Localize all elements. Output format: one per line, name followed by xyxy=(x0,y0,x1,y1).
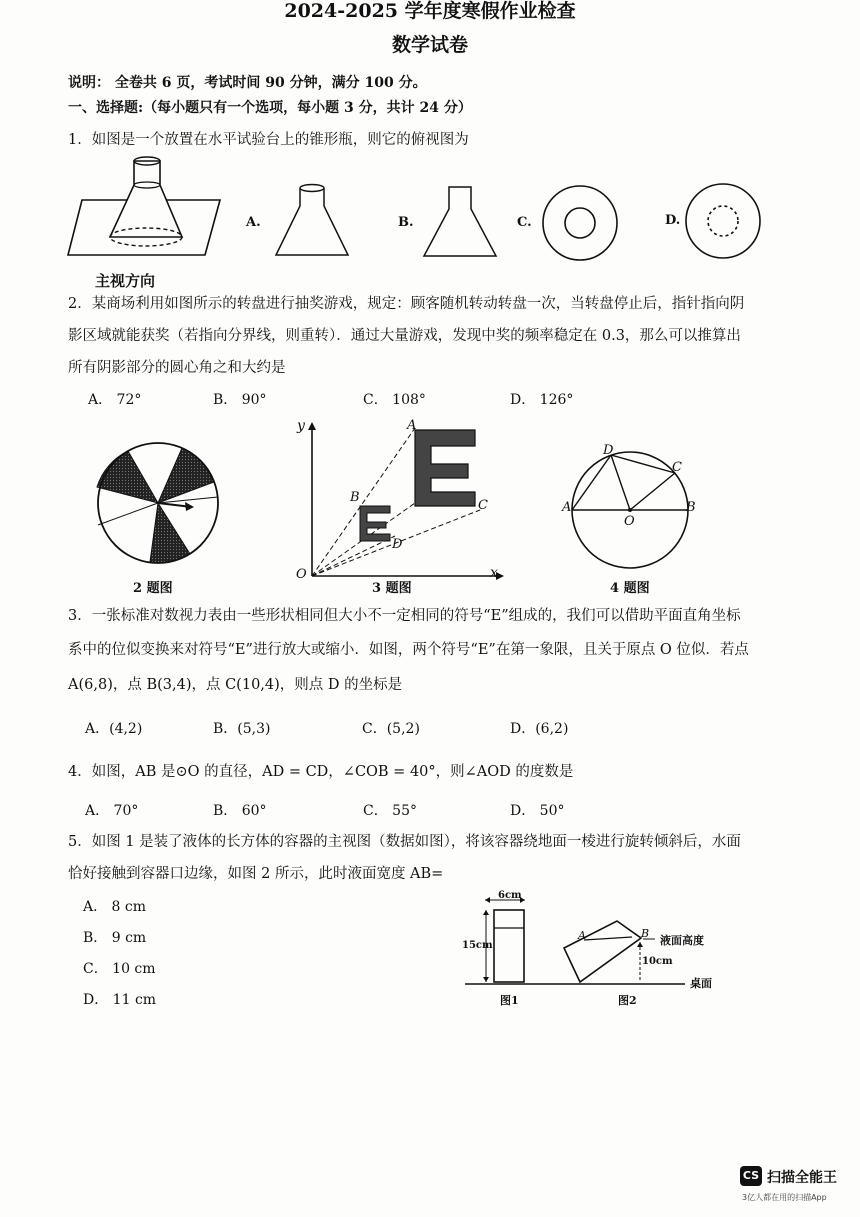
fig5-figure2-caption: 图2 xyxy=(618,994,637,1007)
exam-subtitle: 数学试卷 xyxy=(391,34,468,56)
q1-option-b: B. xyxy=(398,215,414,230)
flask-on-platform-figure xyxy=(60,155,230,270)
figure-3-caption: 3 题图 xyxy=(372,581,412,596)
q2-option-d: D． 126° xyxy=(510,392,574,408)
q2-option-a: A． 72° xyxy=(88,392,142,408)
question-1-text: 1．如图是一个放置在水平试验台上的锥形瓶，则它的俯视图为 xyxy=(68,132,469,148)
q4-option-a: A． 70° xyxy=(85,803,139,819)
fig4-point-a-label: A xyxy=(562,500,572,515)
question-3-line2: 系中的位似变换来对符号“E”进行放大或缩小．如图，两个符号“E”在第一象限，且关于原点 O 位似．若点 xyxy=(68,642,749,658)
fig5-liquid-level-label: 液面高度 xyxy=(660,934,704,947)
fig4-point-d-label: D xyxy=(603,443,614,458)
q4-option-b: B． 60° xyxy=(213,803,267,819)
section-heading: 一、选择题:（每小题只有一个选项，每小题 3 分，共计 24 分） xyxy=(68,100,472,116)
fig3-point-d-label: D xyxy=(392,537,403,552)
option-b-flask-figure xyxy=(420,185,505,260)
fig3-y-axis-label: y xyxy=(297,418,305,434)
q5-option-d: D． 11 cm xyxy=(83,992,157,1008)
q3-option-a: A．(4,2) xyxy=(85,721,143,737)
fig4-point-b-label: B xyxy=(686,500,696,515)
scanner-brand-name: 扫描全能王 xyxy=(767,1170,837,1186)
q1-option-d: D. xyxy=(665,213,681,228)
question-4-text: 4．如图，AB 是⊙O 的直径，AD = CD，∠COB = 40°，则∠AOD 的度数是 xyxy=(68,764,574,780)
homothety-e-figure xyxy=(290,418,510,588)
option-c-concentric-circles xyxy=(540,183,620,263)
fig5-point-b-label: B xyxy=(641,927,650,940)
figure-4-caption: 4 题图 xyxy=(610,581,650,596)
option-d-dashed-circle xyxy=(683,181,763,261)
q3-option-c: C．(5,2) xyxy=(362,721,420,737)
fig3-point-b-label: B xyxy=(350,490,360,505)
fig5-width-label: 6cm xyxy=(498,890,522,901)
fig5-height-label: 15cm xyxy=(462,940,493,951)
q2-option-c: C． 108° xyxy=(363,392,426,408)
q5-option-b: B． 9 cm xyxy=(83,930,147,946)
q1-option-c: C. xyxy=(517,215,532,230)
fig5-figure1-caption: 图1 xyxy=(500,994,519,1007)
fig5-point-a-label: A xyxy=(578,929,586,942)
q5-option-c: C． 10 cm xyxy=(83,961,156,977)
question-2-line2: 影区域就能获奖（若指向分界线，则重转）．通过大量游戏，发现中奖的频率稳定在 0.3，那么可以推算出 xyxy=(68,328,741,344)
question-3-line1: 3．一张标准对数视力表由一些形状相同但大小不一定相同的符号“E”组成的，我们可以借助平面直角坐标 xyxy=(68,608,741,624)
figure-2-caption: 2 题图 xyxy=(133,581,173,596)
fig5-table-label: 桌面 xyxy=(690,977,712,990)
question-2-line1: 2．某商场利用如图所示的转盘进行抽奖游戏，规定：顾客随机转动转盘一次，当转盘停止后，指针指向阴 xyxy=(68,296,745,312)
q5-option-a: A． 8 cm xyxy=(83,899,147,915)
fig3-origin-label: O xyxy=(296,567,307,582)
instructions: 说明： 全卷共 6 页，考试时间 90 分钟，满分 100 分。 xyxy=(68,75,427,91)
question-5-line1: 5．如图 1 是装了液体的长方体的容器的主视图（数据如图），将该容器绕地面一棱进行旋转倾斜后，水面 xyxy=(68,834,741,850)
exam-title: 2024-2025 学年度寒假作业检查 xyxy=(284,0,576,22)
option-a-flask-figure xyxy=(272,180,357,260)
fig4-point-c-label: C xyxy=(672,460,682,475)
fig4-center-o-label: O xyxy=(624,514,635,529)
q1-option-a: A. xyxy=(246,215,261,230)
question-3-line3: A(6,8)，点 B(3,4)，点 C(10,4)，则点 D 的坐标是 xyxy=(68,677,403,693)
question-2-line3: 所有阴影部分的圆心角之和大约是 xyxy=(68,360,286,376)
q3-option-b: B．(5,3) xyxy=(213,721,271,737)
q4-option-c: C． 55° xyxy=(363,803,417,819)
camscanner-logo: CS xyxy=(740,1166,762,1186)
spinner-figure xyxy=(94,440,224,570)
fig5-ten-cm-label: 10cm xyxy=(642,956,673,967)
q3-option-d: D．(6,2) xyxy=(510,721,569,737)
question-5-line2: 恰好接触到容器口边缘，如图 2 所示，此时液面宽度 AB= xyxy=(68,866,444,882)
fig3-x-axis-label: x xyxy=(490,565,498,581)
q4-option-d: D． 50° xyxy=(510,803,565,819)
q2-option-b: B． 90° xyxy=(213,392,267,408)
scanner-tagline: 3亿人都在用的扫描App xyxy=(742,1193,827,1202)
view-direction-label: 主视方向 xyxy=(95,272,156,290)
fig3-point-a-label: A xyxy=(407,418,417,433)
fig3-point-c-label: C xyxy=(478,498,488,513)
